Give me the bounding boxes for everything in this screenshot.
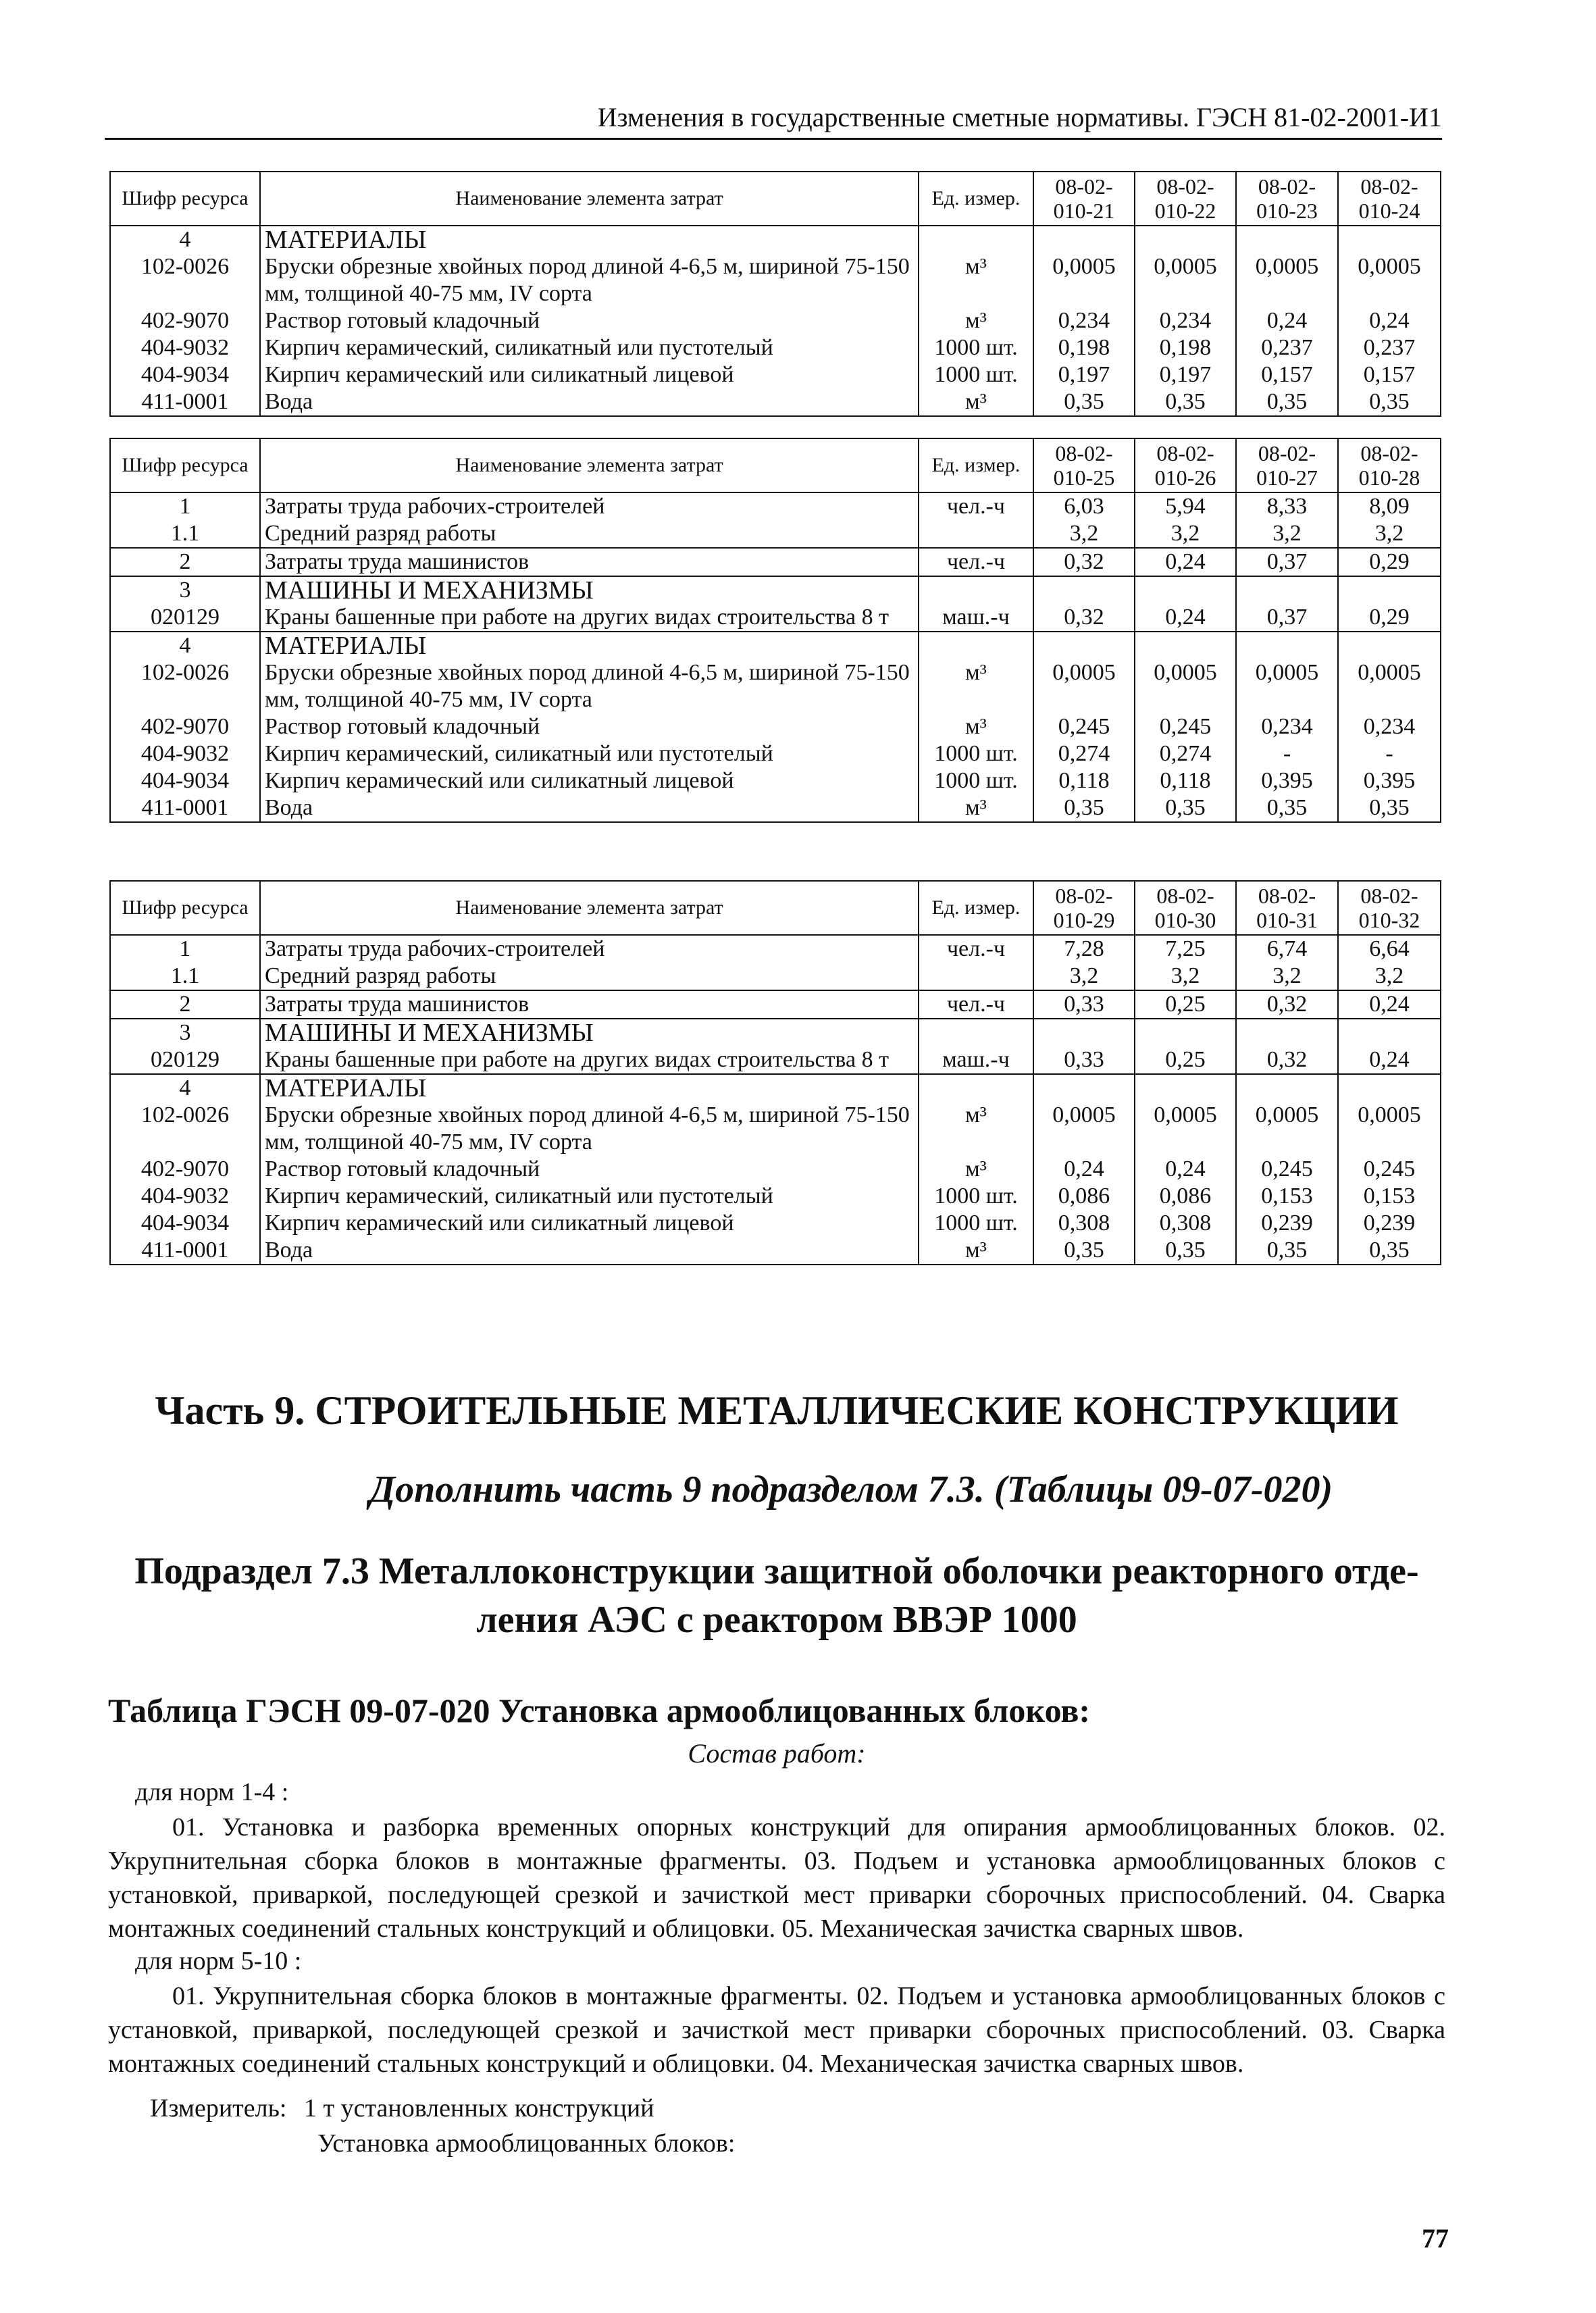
row-code: 404-9032 xyxy=(110,1183,260,1210)
row-unit: чел.-ч xyxy=(919,548,1033,576)
row-code: 1 xyxy=(110,935,260,963)
row-unit: чел.-ч xyxy=(919,935,1033,963)
row-value: 0,0005 xyxy=(1338,659,1441,713)
part-title: Часть 9. СТРОИТЕЛЬНЫЕ МЕТАЛЛИЧЕСКИЕ КОНСТРУКЦИИ xyxy=(155,1388,1399,1433)
row-value: 0,0005 xyxy=(1338,253,1441,307)
row-value: 0,35 xyxy=(1033,1237,1135,1265)
row-value xyxy=(1338,576,1441,604)
row-name: Кирпич керамический, силикатный или пустотелый xyxy=(260,1183,919,1210)
row-name: Затраты труда машинистов xyxy=(260,990,919,1019)
row-value: 3,2 xyxy=(1338,520,1441,548)
row-value xyxy=(1033,1019,1135,1046)
row-value: 0,234 xyxy=(1338,713,1441,740)
row-code: 102-0026 xyxy=(110,659,260,713)
table-header-row xyxy=(110,881,1441,935)
norms-1-4-text: 01. Установка и разборка временных опорных конструкций для опирания армооблицованных блоков. 02. Укрупнительная сборка блоков в монтажные фрагменты. 03. Подъем и установка армооблицованных блоков с установкой, приваркой, последующей срезкой и зачисткой мест приварки сборочных приспособлений. 04. Сварка монтажных соединений стальных конструкций и облицовки. 05. Механическая зачистка сварных швов. xyxy=(108,1813,1445,1943)
row-unit: 1000 шт. xyxy=(919,334,1033,361)
row-value: 6,64 xyxy=(1338,935,1441,963)
row-value: 0,35 xyxy=(1135,1237,1236,1265)
row-unit: м³ xyxy=(919,388,1033,416)
row-value xyxy=(1236,1074,1338,1102)
table-header-row xyxy=(110,172,1441,226)
row-code: 102-0026 xyxy=(110,1102,260,1156)
subsection-title-line2: ления АЭС с реактором ВВЭР 1000 xyxy=(476,1599,1077,1641)
row-value xyxy=(1033,1074,1135,1102)
row-unit: 1000 шт. xyxy=(919,740,1033,767)
row-name: МАТЕРИАЛЫ xyxy=(260,226,919,253)
table-row xyxy=(110,1074,1441,1102)
table-row xyxy=(110,307,1441,334)
row-name: МАШИНЫ И МЕХАНИЗМЫ xyxy=(260,576,919,604)
row-code: 4 xyxy=(110,632,260,659)
gesn-table-title: Таблица ГЭСН 09-07-020 Установка армооблицованных блоков: xyxy=(108,1692,1090,1729)
row-value: 0,239 xyxy=(1338,1210,1441,1237)
header-norm: 08-02-010-26 xyxy=(1135,438,1236,492)
table-row xyxy=(110,740,1441,767)
row-unit: м³ xyxy=(919,713,1033,740)
row-value: 3,2 xyxy=(1135,963,1236,990)
row-value: 0,0005 xyxy=(1135,1102,1236,1156)
norms-1-4-label: для норм 1-4 : xyxy=(135,1778,289,1806)
row-value: 0,33 xyxy=(1033,1046,1135,1074)
row-value: 0,0005 xyxy=(1033,253,1135,307)
row-value xyxy=(1033,226,1135,253)
row-name: Раствор готовый кладочный xyxy=(260,307,919,334)
header-code: Шифр ресурса xyxy=(110,172,260,226)
table-row xyxy=(110,767,1441,794)
row-value: 0,237 xyxy=(1338,334,1441,361)
table-row xyxy=(110,361,1441,388)
header-norm: 08-02-010-27 xyxy=(1236,438,1338,492)
row-value: 0,237 xyxy=(1236,334,1338,361)
row-name: Краны башенные при работе на других видах строительства 8 т xyxy=(260,604,919,632)
row-name: Краны башенные при работе на других видах строительства 8 т xyxy=(260,1046,919,1074)
row-name: МАТЕРИАЛЫ xyxy=(260,1074,919,1102)
row-code: 402-9070 xyxy=(110,1156,260,1183)
row-name: МАШИНЫ И МЕХАНИЗМЫ xyxy=(260,1019,919,1046)
row-unit: 1000 шт. xyxy=(919,1210,1033,1237)
row-name: Раствор готовый кладочный xyxy=(260,713,919,740)
row-unit: м³ xyxy=(919,1156,1033,1183)
header-norm: 08-02-010-30 xyxy=(1135,881,1236,935)
row-value: 0,35 xyxy=(1338,1237,1441,1265)
table-row xyxy=(110,576,1441,604)
row-unit xyxy=(919,1019,1033,1046)
table-row xyxy=(110,1102,1441,1156)
row-value xyxy=(1236,576,1338,604)
row-value: 8,33 xyxy=(1236,492,1338,520)
table-row xyxy=(110,548,1441,576)
row-unit xyxy=(919,963,1033,990)
row-value: 0,24 xyxy=(1135,1156,1236,1183)
row-value: 0,157 xyxy=(1338,361,1441,388)
table-row xyxy=(110,713,1441,740)
table-row xyxy=(110,334,1441,361)
table-row xyxy=(110,963,1441,990)
table-row xyxy=(110,226,1441,253)
row-value: 0,118 xyxy=(1033,767,1135,794)
row-value: 0,32 xyxy=(1236,990,1338,1019)
row-value: 0,33 xyxy=(1033,990,1135,1019)
row-name: Вода xyxy=(260,1237,919,1265)
header-norm: 08-02-010-29 xyxy=(1033,881,1135,935)
table-row xyxy=(110,935,1441,963)
meter-value: 1 т установленных конструкций xyxy=(304,2094,654,2123)
row-value: 0,35 xyxy=(1236,1237,1338,1265)
row-value xyxy=(1135,226,1236,253)
row-value xyxy=(1236,1019,1338,1046)
row-value: 0,24 xyxy=(1338,990,1441,1019)
row-unit: 1000 шт. xyxy=(919,767,1033,794)
row-value: 0,24 xyxy=(1135,604,1236,632)
table-row xyxy=(110,1156,1441,1183)
row-unit xyxy=(919,1074,1033,1102)
row-value: 0,0005 xyxy=(1338,1102,1441,1156)
row-code: 404-9032 xyxy=(110,740,260,767)
row-name: МАТЕРИАЛЫ xyxy=(260,632,919,659)
table-row xyxy=(110,253,1441,307)
table-row xyxy=(110,604,1441,632)
row-value: 0,32 xyxy=(1033,548,1135,576)
table-row xyxy=(110,1237,1441,1265)
row-value: 0,153 xyxy=(1338,1183,1441,1210)
page-header xyxy=(105,101,1442,140)
table-body xyxy=(110,492,1441,822)
row-value: 0,24 xyxy=(1033,1156,1135,1183)
row-value: - xyxy=(1338,740,1441,767)
row-value: 0,24 xyxy=(1236,307,1338,334)
table-body xyxy=(110,226,1441,416)
row-code: 3 xyxy=(110,576,260,604)
row-code: 411-0001 xyxy=(110,794,260,822)
row-value: 0,35 xyxy=(1033,794,1135,822)
table-row xyxy=(110,388,1441,416)
row-name: Вода xyxy=(260,794,919,822)
row-value: 3,2 xyxy=(1135,520,1236,548)
row-value: 0,118 xyxy=(1135,767,1236,794)
row-code: 404-9034 xyxy=(110,361,260,388)
page-number: 77 xyxy=(1422,2223,1449,2254)
norm-table-3 xyxy=(109,880,1441,1265)
row-value: 0,274 xyxy=(1135,740,1236,767)
row-code: 3 xyxy=(110,1019,260,1046)
row-code: 4 xyxy=(110,1074,260,1102)
row-value: 0,0005 xyxy=(1033,1102,1135,1156)
row-value: 0,086 xyxy=(1033,1183,1135,1210)
row-value xyxy=(1236,226,1338,253)
header-name: Наименование элемента затрат xyxy=(260,881,919,935)
row-name: Кирпич керамический, силикатный или пустотелый xyxy=(260,334,919,361)
row-value: 6,03 xyxy=(1033,492,1135,520)
header-name: Наименование элемента затрат xyxy=(260,172,919,226)
row-unit: чел.-ч xyxy=(919,990,1033,1019)
row-value: 0,29 xyxy=(1338,604,1441,632)
header-norm: 08-02-010-21 xyxy=(1033,172,1135,226)
table-row xyxy=(110,520,1441,548)
row-value: 0,0005 xyxy=(1135,659,1236,713)
row-name: Бруски обрезные хвойных пород длиной 4-6,5 м, шириной 75-150 мм, толщиной 40-75 мм, IV сорта xyxy=(260,253,919,307)
row-value xyxy=(1236,632,1338,659)
row-value: 3,2 xyxy=(1338,963,1441,990)
subsection-title-line1: Подраздел 7.3 Металлоконструкции защитной оболочки реакторного отде- xyxy=(134,1550,1419,1592)
row-value: 0,35 xyxy=(1236,388,1338,416)
subsection-title xyxy=(105,1547,1449,1644)
row-value: 0,197 xyxy=(1135,361,1236,388)
header-norm: 08-02-010-28 xyxy=(1338,438,1441,492)
row-name: Бруски обрезные хвойных пород длиной 4-6,5 м, шириной 75-150 мм, толщиной 40-75 мм, IV сорта xyxy=(260,659,919,713)
header-norm: 08-02-010-23 xyxy=(1236,172,1338,226)
row-value: 0,234 xyxy=(1135,307,1236,334)
row-code: 1.1 xyxy=(110,520,260,548)
row-value: 7,28 xyxy=(1033,935,1135,963)
row-value: 0,37 xyxy=(1236,604,1338,632)
row-value: 0,198 xyxy=(1135,334,1236,361)
row-value xyxy=(1338,1019,1441,1046)
row-unit xyxy=(919,576,1033,604)
row-unit: маш.-ч xyxy=(919,1046,1033,1074)
row-value xyxy=(1135,632,1236,659)
row-name: Затраты труда машинистов xyxy=(260,548,919,576)
row-value xyxy=(1338,1074,1441,1102)
row-value: 0,395 xyxy=(1338,767,1441,794)
row-value: 0,35 xyxy=(1135,388,1236,416)
row-name: Бруски обрезные хвойных пород длиной 4-6,5 м, шириной 75-150 мм, толщиной 40-75 мм, IV сорта xyxy=(260,1102,919,1156)
row-value: 0,0005 xyxy=(1236,659,1338,713)
row-value: 0,35 xyxy=(1338,794,1441,822)
row-value: 0,234 xyxy=(1033,307,1135,334)
row-code: 020129 xyxy=(110,1046,260,1074)
table-row xyxy=(110,1046,1441,1074)
row-value: 0,197 xyxy=(1033,361,1135,388)
row-value: 5,94 xyxy=(1135,492,1236,520)
row-value xyxy=(1135,1019,1236,1046)
row-value: 7,25 xyxy=(1135,935,1236,963)
row-value: 0,245 xyxy=(1236,1156,1338,1183)
row-unit: м³ xyxy=(919,253,1033,307)
row-code: 1 xyxy=(110,492,260,520)
row-value: 0,157 xyxy=(1236,361,1338,388)
table-row xyxy=(110,1019,1441,1046)
row-value: 8,09 xyxy=(1338,492,1441,520)
row-value xyxy=(1135,1074,1236,1102)
row-value xyxy=(1033,632,1135,659)
work-composition-caption: Состав работ: xyxy=(688,1738,866,1769)
row-value: 3,2 xyxy=(1033,520,1135,548)
row-value: 0,29 xyxy=(1338,548,1441,576)
row-code: 411-0001 xyxy=(110,388,260,416)
row-name: Средний разряд работы xyxy=(260,520,919,548)
meter-line xyxy=(150,2091,654,2125)
meter-label: Измеритель: xyxy=(150,2094,287,2123)
row-code: 2 xyxy=(110,548,260,576)
row-code: 402-9070 xyxy=(110,713,260,740)
row-value: 0,25 xyxy=(1135,1046,1236,1074)
row-name: Вода xyxy=(260,388,919,416)
row-unit: м³ xyxy=(919,1102,1033,1156)
header-norm: 08-02-010-22 xyxy=(1135,172,1236,226)
row-value: 0,24 xyxy=(1135,548,1236,576)
row-code: 411-0001 xyxy=(110,1237,260,1265)
row-value xyxy=(1033,576,1135,604)
norm-table-2 xyxy=(109,438,1441,823)
row-value: 0,395 xyxy=(1236,767,1338,794)
header-code: Шифр ресурса xyxy=(110,881,260,935)
row-value xyxy=(1338,226,1441,253)
row-value: 3,2 xyxy=(1033,963,1135,990)
row-value: 0,24 xyxy=(1338,307,1441,334)
row-value: 0,0005 xyxy=(1236,253,1338,307)
row-unit: м³ xyxy=(919,794,1033,822)
row-name: Средний разряд работы xyxy=(260,963,919,990)
row-value: 0,308 xyxy=(1033,1210,1135,1237)
table-row xyxy=(110,794,1441,822)
addition-note: Дополнить часть 9 подразделом 7.3. (Таблицы 09-07-020) xyxy=(369,1469,1333,1510)
row-unit: чел.-ч xyxy=(919,492,1033,520)
row-value: 0,153 xyxy=(1236,1183,1338,1210)
header-title: Изменения в государственные сметные нормативы. ГЭСН 81-02-2001-И1 xyxy=(597,102,1442,132)
row-unit xyxy=(919,520,1033,548)
row-name: Кирпич керамический или силикатный лицевой xyxy=(260,1210,919,1237)
row-code: 102-0026 xyxy=(110,253,260,307)
header-name: Наименование элемента затрат xyxy=(260,438,919,492)
table-body xyxy=(110,935,1441,1265)
row-value: 0,24 xyxy=(1338,1046,1441,1074)
table-row xyxy=(110,632,1441,659)
row-unit: 1000 шт. xyxy=(919,1183,1033,1210)
row-value: 0,239 xyxy=(1236,1210,1338,1237)
table-row xyxy=(110,1210,1441,1237)
row-unit: м³ xyxy=(919,659,1033,713)
row-value xyxy=(1135,576,1236,604)
row-value: 0,0005 xyxy=(1236,1102,1338,1156)
row-value: 0,198 xyxy=(1033,334,1135,361)
row-unit xyxy=(919,226,1033,253)
header-norm: 08-02-010-24 xyxy=(1338,172,1441,226)
row-unit: 1000 шт. xyxy=(919,361,1033,388)
row-value: 0,274 xyxy=(1033,740,1135,767)
row-unit: м³ xyxy=(919,1237,1033,1265)
header-unit: Ед. измер. xyxy=(919,172,1033,226)
header-unit: Ед. измер. xyxy=(919,881,1033,935)
row-value: 0,35 xyxy=(1033,388,1135,416)
table-row xyxy=(110,659,1441,713)
row-code: 402-9070 xyxy=(110,307,260,334)
header-unit: Ед. измер. xyxy=(919,438,1033,492)
row-value: 0,37 xyxy=(1236,548,1338,576)
row-value: - xyxy=(1236,740,1338,767)
header-norm: 08-02-010-25 xyxy=(1033,438,1135,492)
row-unit xyxy=(919,632,1033,659)
row-value: 6,74 xyxy=(1236,935,1338,963)
row-value: 0,234 xyxy=(1236,713,1338,740)
header-code: Шифр ресурса xyxy=(110,438,260,492)
row-value: 0,245 xyxy=(1135,713,1236,740)
header-norm: 08-02-010-31 xyxy=(1236,881,1338,935)
row-value: 0,0005 xyxy=(1033,659,1135,713)
row-code: 4 xyxy=(110,226,260,253)
row-code: 1.1 xyxy=(110,963,260,990)
row-value: 0,25 xyxy=(1135,990,1236,1019)
row-value: 3,2 xyxy=(1236,520,1338,548)
norms-5-10-label: для норм 5-10 : xyxy=(135,1947,302,1975)
row-code: 404-9034 xyxy=(110,767,260,794)
row-value: 0,35 xyxy=(1338,388,1441,416)
norm-table-1 xyxy=(109,171,1441,417)
row-code: 404-9032 xyxy=(110,334,260,361)
table-row xyxy=(110,1183,1441,1210)
row-value: 3,2 xyxy=(1236,963,1338,990)
table-row xyxy=(110,990,1441,1019)
row-value: 0,35 xyxy=(1236,794,1338,822)
row-value: 0,245 xyxy=(1338,1156,1441,1183)
row-value: 0,308 xyxy=(1135,1210,1236,1237)
table-header-row xyxy=(110,438,1441,492)
table-sub-caption: Установка армооблицованных блоков: xyxy=(317,2129,736,2158)
row-value: 0,0005 xyxy=(1135,253,1236,307)
row-name: Затраты труда рабочих-строителей xyxy=(260,492,919,520)
header-norm: 08-02-010-32 xyxy=(1338,881,1441,935)
row-unit: маш.-ч xyxy=(919,604,1033,632)
row-value: 0,32 xyxy=(1236,1046,1338,1074)
row-name: Раствор готовый кладочный xyxy=(260,1156,919,1183)
row-code: 2 xyxy=(110,990,260,1019)
row-unit: м³ xyxy=(919,307,1033,334)
row-value: 0,245 xyxy=(1033,713,1135,740)
row-name: Кирпич керамический или силикатный лицевой xyxy=(260,361,919,388)
row-value xyxy=(1338,632,1441,659)
norms-5-10-text: 01. Укрупнительная сборка блоков в монтажные фрагменты. 02. Подъем и установка армооблицованных блоков с установкой, приваркой, последующей срезкой и зачисткой мест приварки сборочных приспособлений. 03. Сварка монтажных соединений стальных конструкций и облицовки. 04. Механическая зачистка сварных швов. xyxy=(108,1982,1445,2078)
row-value: 0,32 xyxy=(1033,604,1135,632)
row-value: 0,086 xyxy=(1135,1183,1236,1210)
row-name: Кирпич керамический, силикатный или пустотелый xyxy=(260,740,919,767)
table-row xyxy=(110,492,1441,520)
row-value: 0,35 xyxy=(1135,794,1236,822)
row-name: Затраты труда рабочих-строителей xyxy=(260,935,919,963)
row-code: 404-9034 xyxy=(110,1210,260,1237)
row-name: Кирпич керамический или силикатный лицевой xyxy=(260,767,919,794)
row-code: 020129 xyxy=(110,604,260,632)
